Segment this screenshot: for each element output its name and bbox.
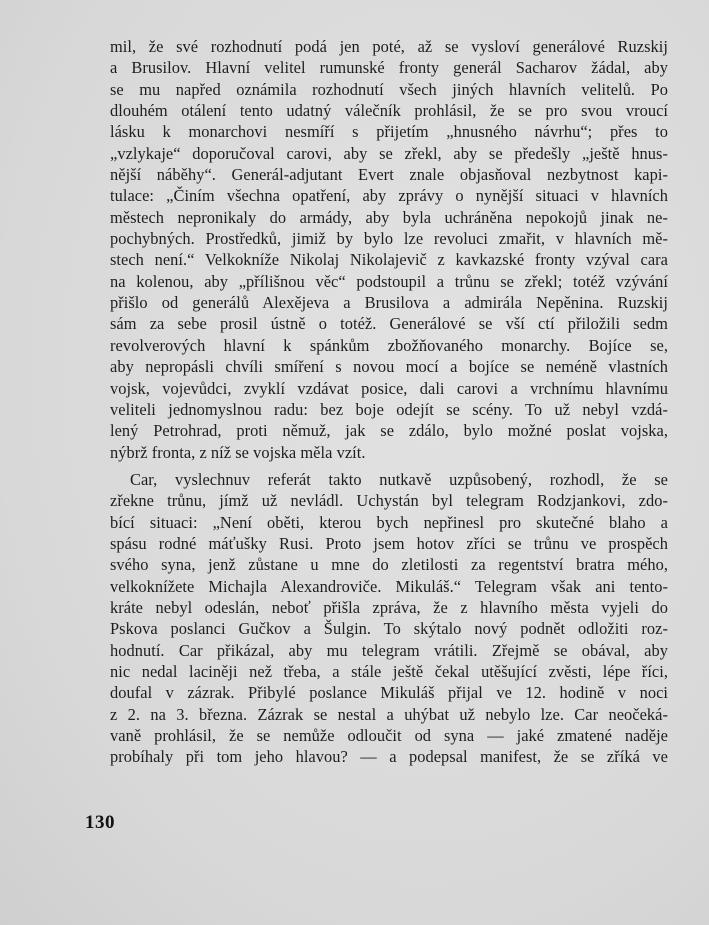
- text-line: aby nepropásli chvíli smíření s novou mocí a bojíce se neméně vlastních: [110, 357, 668, 377]
- text-line: Pskova poslanci Gučkov a Šulgin. To skýtalo nový podnět odložiti roz-: [110, 619, 668, 639]
- text-line: vaně prohlásil, že se nemůže odloučit od syna — jaké zmatené naděje: [110, 726, 668, 745]
- text-line: Car, vyslechnuv referát takto nutkavě uzpůsobený, rozhodl, že se: [130, 469, 668, 489]
- page-text-block: [110, 36, 668, 768]
- text-line: bící situaci: „Není oběti, kterou bych nepřinesl pro skutečné blaho a: [110, 512, 668, 532]
- text-line: probíhaly při tom jeho hlavou? — a podepsal manifest, že se zříká ve: [110, 747, 668, 767]
- text-line: zřekne trůnu, jímž už nevládl. Uchystán byl telegram Rodzjankovi, zdo-: [110, 491, 668, 511]
- text-line: a Brusilov. Hlavní velitel rumunské fronty generál Sacharov žádal, aby: [110, 58, 668, 78]
- text-line: nic nedal laciněji než třeba, a stále ještě čekal utěšující zvěsti, lépe říci,: [110, 661, 668, 681]
- text-line: revolverových hlavní k spánkům zbožňovaného monarchy. Bojíce se,: [110, 335, 668, 355]
- text-line: městech nepronikaly do armády, aby byla uchráněna nepokojů jinak ne-: [110, 207, 668, 227]
- text-line: stech není.“ Velkokníže Nikolaj Nikolajevič z kavkazské fronty vzýval cara: [110, 250, 668, 270]
- text-line: kráte nebyl odeslán, neboť přišla zpráva, že z hlavního města vyjeli do: [110, 597, 668, 617]
- text-line: vojsk, vojevůdci, zvyklí vzdávat posice, dali carovi a vrchnímu hlavnímu: [110, 378, 668, 398]
- paragraph-1: [110, 36, 668, 463]
- text-line: sám za sebe prosil ústně o totéž. Generálové se vší ctí přiložili sedm: [110, 314, 668, 334]
- text-line: nější náběhy“. Generál-adjutant Evert znale objasňoval nezbytnost kapi-: [110, 165, 668, 185]
- text-line: velkoknížete Michajla Alexandroviče. Mikuláš.“ Telegram však ani tento-: [110, 576, 668, 596]
- paragraph-2: [110, 469, 668, 768]
- text-line: doufal v zázrak. Přibylé poslance Mikuláš přijal ve 12. hodině v noci: [110, 683, 668, 703]
- text-line: spásu rodné máťušky Rusi. Proto jsem hotov zříci se trůnu ve prospěch: [110, 533, 668, 553]
- page-number: 130: [85, 812, 115, 833]
- text-line: z 2. na 3. března. Zázrak se nestal a uhýbat už nebylo lze. Car neočeká-: [110, 704, 668, 724]
- text-line: tulace: „Činím všechna opatření, aby zprávy o nynější situaci v hlavních: [110, 186, 668, 206]
- text-line: lený Petrohrad, proti němuž, jak se zdálo, bylo možné poslat vojska,: [110, 421, 668, 441]
- text-line: přišlo od generálů Alexějeva a Brusilova a admirála Nepěnina. Ruzskij: [110, 293, 668, 313]
- text-line: lásku k monarchovi nesmíří s přijetím „hnusného návrhu“; přes to: [110, 122, 668, 142]
- text-line: dlouhém otálení tento udatný válečník prohlásil, že se pro svou vroucí: [110, 101, 668, 121]
- text-line: pochybných. Prostředků, jimiž by bylo lze revoluci zmařit, v hlavních mě-: [110, 229, 668, 249]
- text-line: se mu napřed oznámila rozhodnutí všech jiných hlavních velitelů. Po: [110, 79, 668, 99]
- text-line: na kolenou, aby „přílišnou věc“ podstoupil a trůnu se zřekl; totéž vzývání: [110, 271, 668, 291]
- text-line: „vzlykaje“ doporučoval carovi, aby se zřekl, aby se předešly „ještě hnus-: [110, 143, 668, 163]
- text-line: hodnutí. Car přikázal, aby mu telegram vrátili. Zřejmě se obával, aby: [110, 640, 668, 660]
- text-line: nýbrž fronta, z níž se vojska měla vzít.: [110, 442, 366, 462]
- text-line: svého syna, jenž zůstane u mne do zletilosti za regentství bratra mého,: [110, 555, 668, 575]
- text-line: veliteli jednomyslnou radu: bez boje odejít se scény. To už nebyl vzdá-: [110, 399, 668, 419]
- text-line: mil, že své rozhodnutí podá jen poté, až se vysloví generálové Ruzskij: [110, 37, 668, 56]
